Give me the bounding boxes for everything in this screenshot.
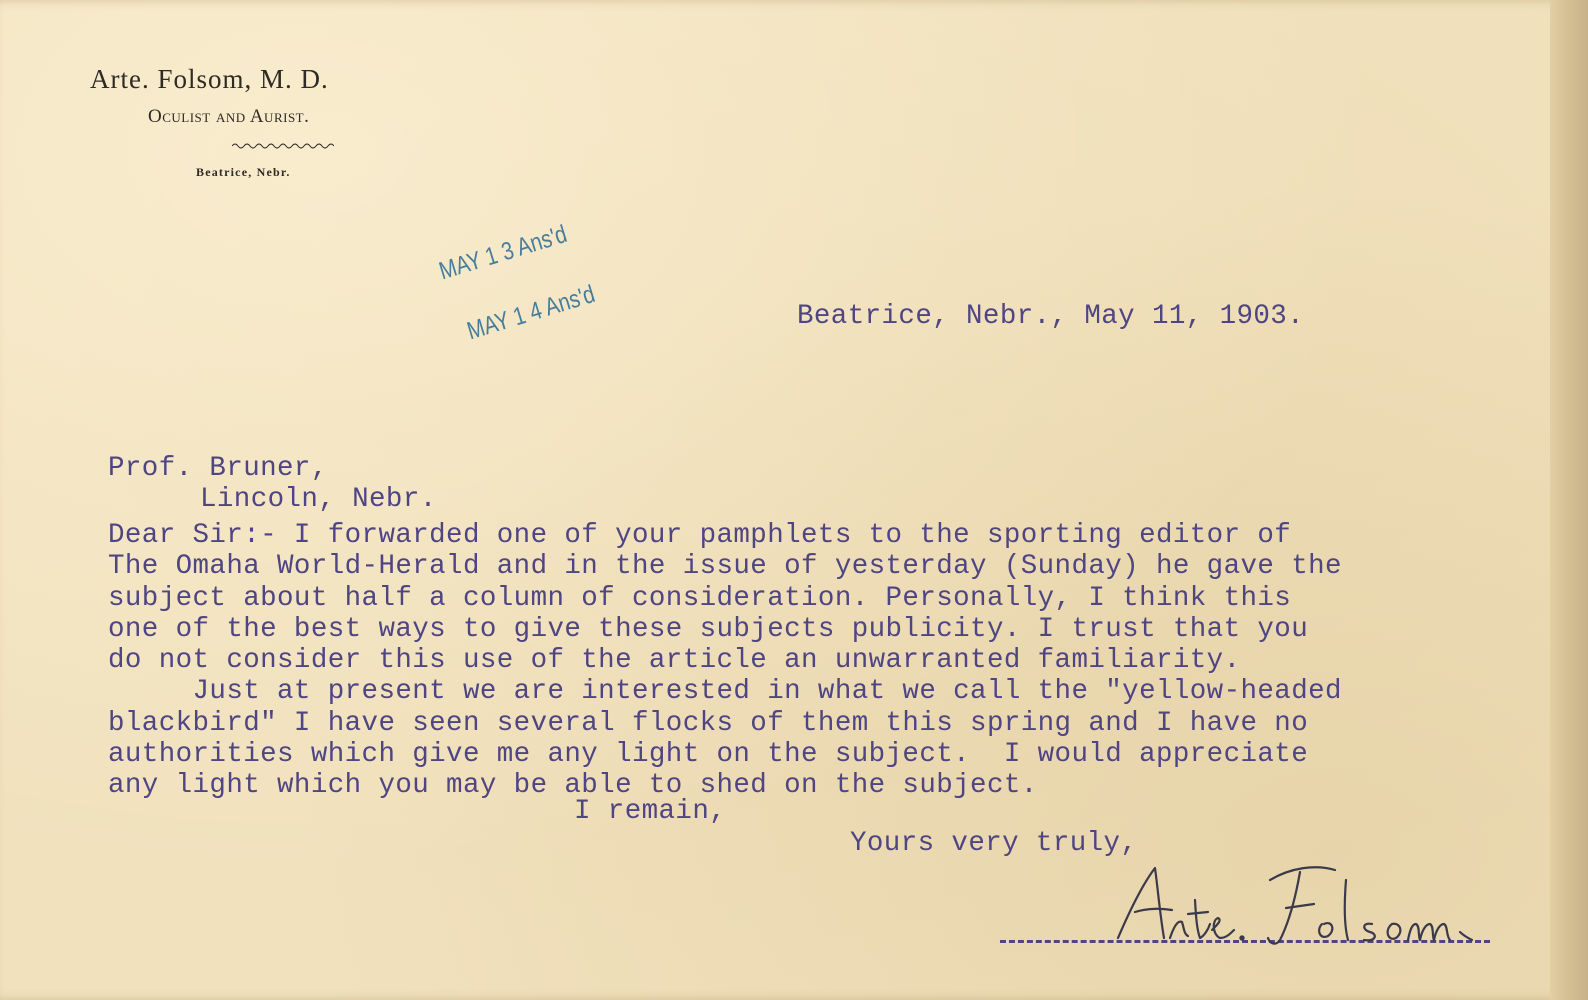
letterhead-location: Beatrice, Nebr.	[196, 165, 291, 179]
letter-body: Dear Sir:- I forwarded one of your pamphlets to the sporting editor of The Omaha World-Herald and in the issue of yesterday (Sunday) he gave the subject about half a column of consideration. Personally, I think this one of the best ways to give these subjects publicity. I trust that you do not consider this use of the article an unwarranted familiarity. Just at present we are interested in what we call the "yellow-headed blackbird" I have seen several flocks of them this spring and I have no authorities which give me any light on the subject. I would appreciate any light which you may be able to shed on the subject.	[108, 520, 1342, 802]
recipient-address: Lincoln, Nebr.	[200, 484, 437, 515]
answered-stamp: MAY 1 3 Ans'd	[435, 220, 571, 286]
closing-valediction: Yours very truly,	[850, 828, 1138, 859]
page-edge	[1550, 0, 1588, 1000]
letterhead-title: Oculist and Aurist.	[148, 106, 310, 127]
answered-stamp: MAY 1 4 Ans'd	[463, 280, 599, 346]
date-line: Beatrice, Nebr., May 11, 1903.	[797, 301, 1305, 332]
recipient-name: Prof. Bruner,	[108, 453, 328, 484]
letterhead-name: Arte. Folsom, M. D.	[90, 64, 329, 94]
letterhead-ornament	[232, 137, 334, 155]
handwritten-signature	[1100, 850, 1500, 954]
closing-remain: I remain,	[574, 796, 727, 827]
